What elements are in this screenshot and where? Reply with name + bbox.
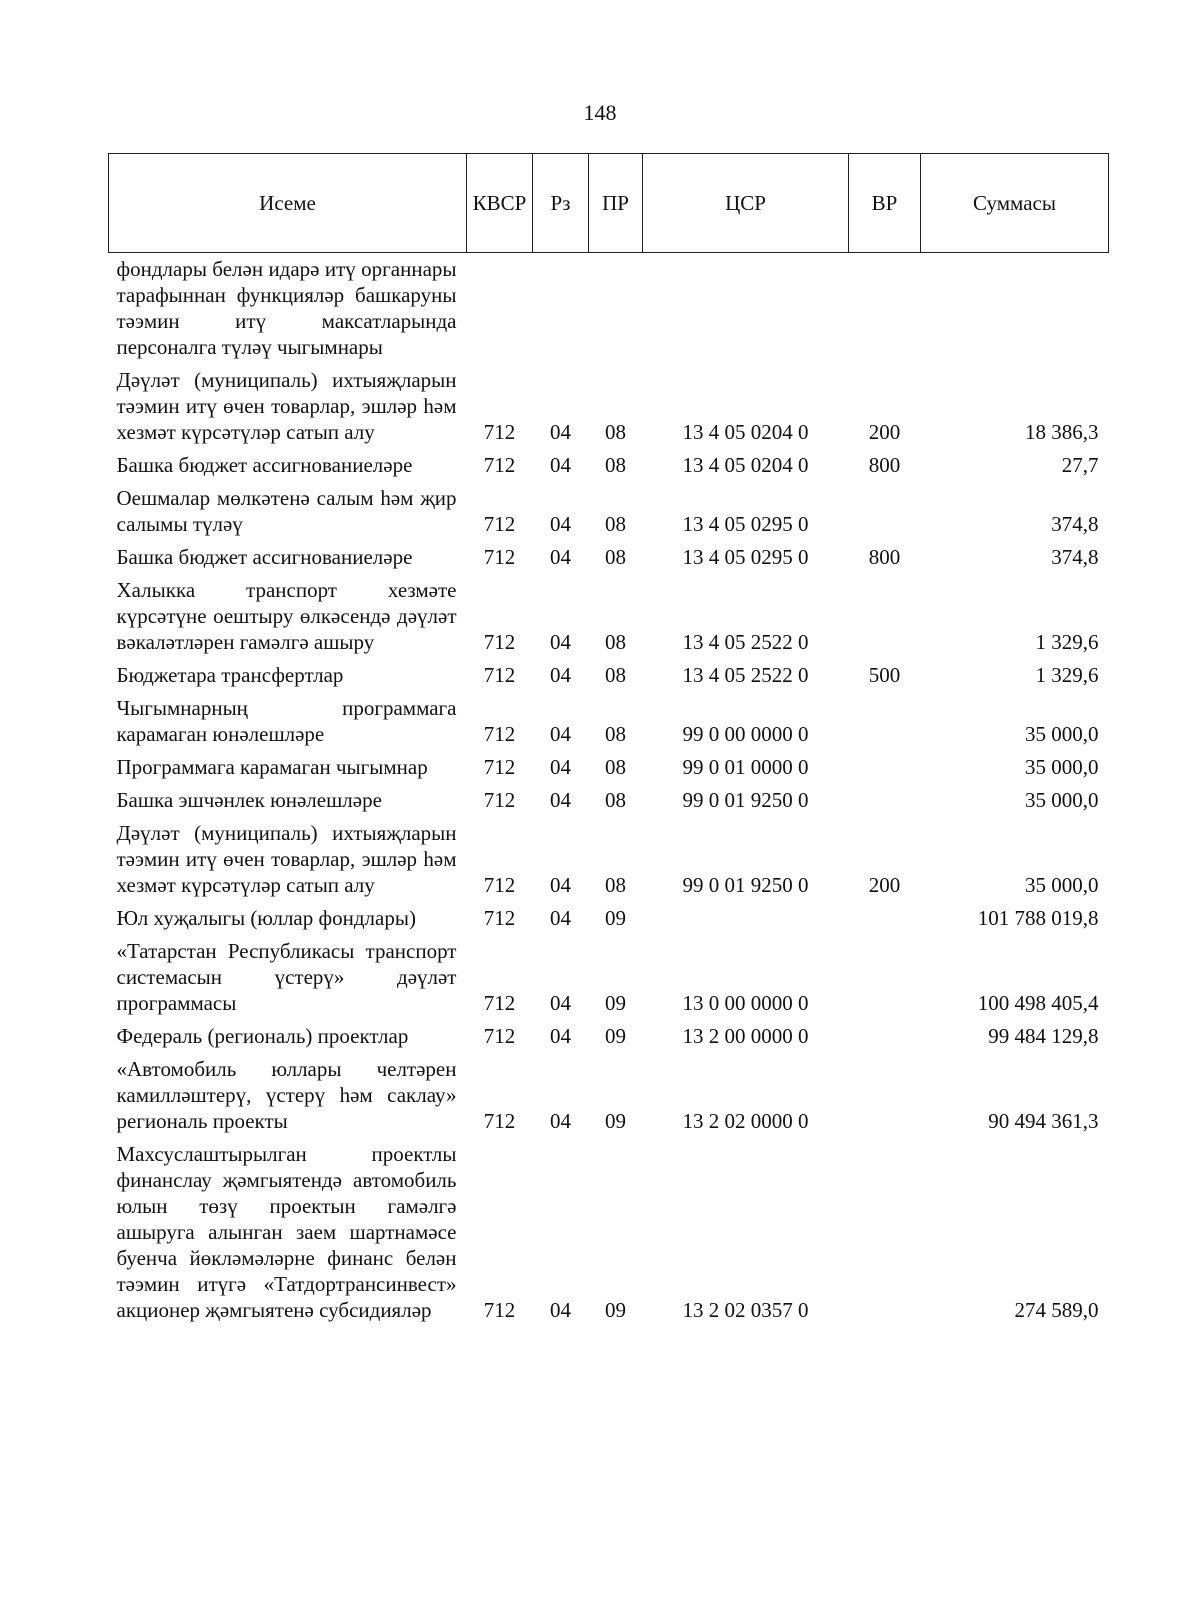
cell-rz: 04: [550, 420, 571, 444]
cell-name: «Татарстан Республикасы транспорт системасын үстерү» дәүләт программасы: [116, 939, 457, 1015]
cell-sum: 274 589,0: [1014, 1298, 1099, 1322]
cell-kvsr: [467, 253, 533, 365]
budget-table: [108, 153, 1109, 1327]
page-number: 148: [583, 100, 617, 125]
cell-vr: [849, 935, 921, 1020]
cell-vr: [849, 692, 921, 751]
cell-pr: 08: [605, 545, 626, 569]
cell-rz: 04: [550, 788, 571, 812]
cell-vr: 200: [868, 873, 901, 897]
cell-name: Программага карамаган чыгымнар: [116, 755, 428, 779]
cell-vr: [849, 751, 921, 784]
cell-csr: 13 4 05 0204 0: [682, 420, 809, 444]
cell-name: Башка бюджет ассигнованиеләре: [116, 545, 413, 569]
cell-pr: 08: [605, 512, 626, 536]
cell-rz: 04: [550, 630, 571, 654]
table-header: [109, 154, 1109, 253]
cell-sum: 35 000,0: [1025, 755, 1099, 779]
cell-name: Юл хуҗалыгы (юллар фондлары): [116, 906, 416, 930]
cell-rz: 04: [550, 906, 571, 930]
cell-vr: 800: [868, 545, 901, 569]
cell-sum: 1 329,6: [1035, 663, 1099, 687]
cell-name: «Автомобиль юллары челтәрен камилләштерү, үстерү һәм саклау» региональ проекты: [116, 1057, 457, 1133]
table-row: [109, 1053, 1109, 1138]
cell-csr: 99 0 01 0000 0: [682, 755, 809, 779]
cell-pr: 09: [605, 1109, 626, 1133]
header-sum: Суммасы: [921, 154, 1109, 253]
cell-rz: 04: [550, 991, 571, 1015]
header-vr: ВР: [849, 154, 921, 253]
cell-kvsr: 712: [483, 906, 516, 930]
cell-kvsr: 712: [483, 663, 516, 687]
header-rz: Рз: [533, 154, 589, 253]
cell-sum: 1 329,6: [1035, 630, 1099, 654]
cell-sum: [921, 253, 1109, 365]
table-row: [109, 253, 1109, 365]
cell-name: фондлары белән идарә итү органнары тарафыннан функцияләр башкаруны тәэмин итү максатларында персоналга түләү чыгымнары: [116, 257, 457, 359]
cell-kvsr: 712: [483, 1109, 516, 1133]
cell-kvsr: 712: [483, 1298, 516, 1322]
cell-kvsr: 712: [483, 512, 516, 536]
table-row: [109, 902, 1109, 935]
table-body: [109, 253, 1109, 1328]
cell-vr: [849, 784, 921, 817]
cell-name: Чыгымнарның программага карамаган юнәлешләре: [116, 696, 457, 746]
cell-sum: 35 000,0: [1025, 722, 1099, 746]
cell-pr: 09: [605, 906, 626, 930]
cell-rz: 04: [550, 545, 571, 569]
cell-pr: 09: [605, 1298, 626, 1322]
cell-vr: 200: [868, 420, 901, 444]
cell-csr: 13 4 05 2522 0: [682, 663, 809, 687]
cell-vr: [849, 482, 921, 541]
table-row: [109, 449, 1109, 482]
table-row: [109, 1138, 1109, 1327]
cell-kvsr: 712: [483, 873, 516, 897]
cell-kvsr: 712: [483, 788, 516, 812]
cell-pr: [589, 253, 643, 365]
cell-name: Бюджетара трансфертлар: [116, 663, 344, 687]
cell-rz: [533, 253, 589, 365]
cell-name: Махсуслаштырылган проектлы финанслау җәмгыятендә автомобиль юлын төзү проектын гамәлгә ашыруга алынган заем шартнамәсе буенча йөкләмәләрне финанс белән тәэмин итүгә «Татдортрансинвест» акционер җәмгыятенә субсидияләр: [116, 1142, 457, 1322]
cell-kvsr: 712: [483, 755, 516, 779]
cell-sum: 100 498 405,4: [977, 991, 1099, 1015]
cell-csr: 13 2 02 0357 0: [682, 1298, 809, 1322]
cell-pr: 09: [605, 1024, 626, 1048]
cell-sum: 101 788 019,8: [977, 906, 1099, 930]
table-row: [109, 482, 1109, 541]
cell-csr: 13 4 05 0295 0: [682, 512, 809, 536]
table-row: [109, 935, 1109, 1020]
cell-pr: 08: [605, 420, 626, 444]
cell-csr: 13 2 02 0000 0: [682, 1109, 809, 1133]
cell-vr: [849, 1138, 921, 1327]
cell-kvsr: 712: [483, 991, 516, 1015]
cell-vr: [849, 574, 921, 659]
cell-pr: 08: [605, 755, 626, 779]
cell-sum: 374,8: [1051, 512, 1099, 536]
cell-kvsr: 712: [483, 453, 516, 477]
cell-rz: 04: [550, 1109, 571, 1133]
cell-vr: [849, 902, 921, 935]
cell-name: Федераль (региональ) проектлар: [116, 1024, 409, 1048]
cell-csr: 13 4 05 2522 0: [682, 630, 809, 654]
cell-pr: 08: [605, 663, 626, 687]
cell-csr: 13 0 00 0000 0: [682, 991, 809, 1015]
header-name: Исеме: [109, 154, 467, 253]
cell-pr: 08: [605, 453, 626, 477]
cell-csr: 99 0 01 9250 0: [682, 788, 809, 812]
header-csr: ЦСР: [643, 154, 849, 253]
cell-vr: 800: [868, 453, 901, 477]
cell-name: Башка эшчәнлек юнәлешләре: [116, 788, 382, 812]
table-row: [109, 817, 1109, 902]
cell-name: Дәүләт (муниципаль) ихтыяҗларын тәэмин итү өчен товарлар, эшләр һәм хезмәт күрсәтүләр сатып алу: [116, 821, 457, 897]
cell-name: Башка бюджет ассигнованиеләре: [116, 453, 413, 477]
table-row: [109, 574, 1109, 659]
cell-sum: 374,8: [1051, 545, 1099, 569]
cell-pr: 09: [605, 991, 626, 1015]
cell-rz: 04: [550, 873, 571, 897]
cell-csr: 99 0 00 0000 0: [682, 722, 809, 746]
cell-rz: 04: [550, 722, 571, 746]
cell-pr: 08: [605, 788, 626, 812]
cell-kvsr: 712: [483, 420, 516, 444]
table-row: [109, 751, 1109, 784]
cell-csr: [643, 902, 849, 935]
cell-kvsr: 712: [483, 722, 516, 746]
cell-sum: 99 484 129,8: [988, 1024, 1099, 1048]
cell-vr: [849, 1053, 921, 1138]
table-row: [109, 692, 1109, 751]
cell-kvsr: 712: [483, 545, 516, 569]
cell-csr: 13 4 05 0204 0: [682, 453, 809, 477]
cell-pr: 08: [605, 630, 626, 654]
table-row: [109, 364, 1109, 449]
cell-name: Халыкка транспорт хезмәте күрсәтүне оештыру өлкәсендә дәүләт вәкаләтләрен гамәлгә ашыру: [116, 578, 457, 654]
cell-rz: 04: [550, 453, 571, 477]
cell-name: Оешмалар мөлкәтенә салым һәм җир салымы түләү: [116, 486, 457, 536]
cell-rz: 04: [550, 512, 571, 536]
cell-kvsr: 712: [483, 630, 516, 654]
header-pr: ПР: [589, 154, 643, 253]
cell-rz: 04: [550, 663, 571, 687]
cell-sum: 90 494 361,3: [988, 1109, 1099, 1133]
cell-vr: 500: [868, 663, 901, 687]
cell-csr: 99 0 01 9250 0: [682, 873, 809, 897]
cell-vr: [849, 253, 921, 365]
cell-sum: 18 386,3: [1025, 420, 1099, 444]
cell-rz: 04: [550, 1298, 571, 1322]
cell-rz: 04: [550, 1024, 571, 1048]
cell-sum: 35 000,0: [1025, 873, 1099, 897]
cell-kvsr: 712: [483, 1024, 516, 1048]
table-row: [109, 659, 1109, 692]
cell-name: Дәүләт (муниципаль) ихтыяҗларын тәэмин итү өчен товарлар, эшләр һәм хезмәт күрсәтүләр сатып алу: [116, 368, 457, 444]
cell-csr: 13 4 05 0295 0: [682, 545, 809, 569]
table-row: [109, 784, 1109, 817]
header-kvsr: КВСР: [467, 154, 533, 253]
cell-pr: 08: [605, 873, 626, 897]
table-row: [109, 1020, 1109, 1053]
table-row: [109, 541, 1109, 574]
cell-pr: 08: [605, 722, 626, 746]
cell-csr: 13 2 00 0000 0: [682, 1024, 809, 1048]
cell-sum: 35 000,0: [1025, 788, 1099, 812]
cell-sum: 27,7: [1061, 453, 1099, 477]
cell-csr: [643, 253, 849, 365]
cell-vr: [849, 1020, 921, 1053]
cell-rz: 04: [550, 755, 571, 779]
